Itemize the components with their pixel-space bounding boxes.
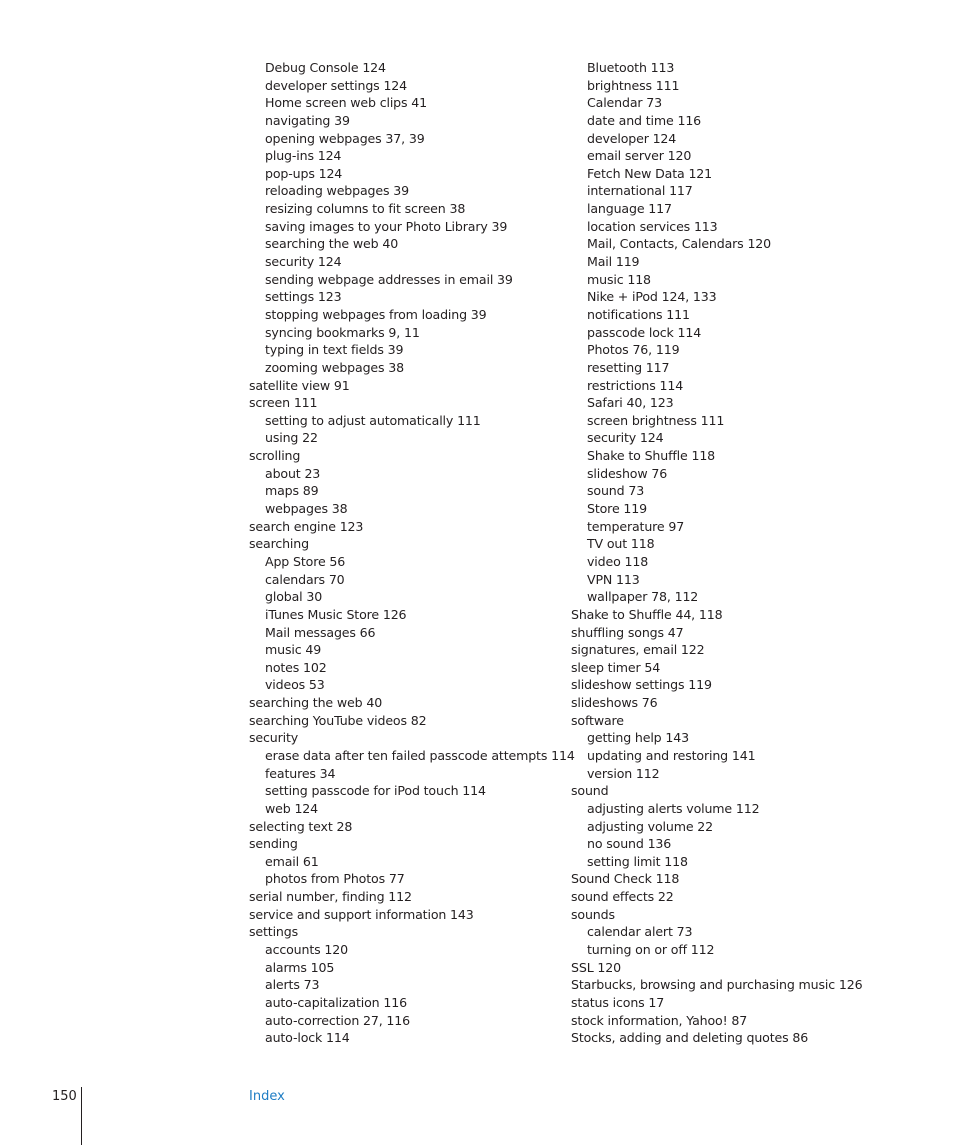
index-subentry: opening webpages 37, 39 xyxy=(265,130,425,146)
index-entry: scrolling xyxy=(249,448,301,464)
index-subentry: auto-correction 27, 116 xyxy=(265,1012,411,1028)
index-subentry: temperature 97 xyxy=(587,518,685,534)
index-entry: Starbucks, browsing and purchasing music 126 xyxy=(571,977,863,993)
index-subentry: music 49 xyxy=(265,642,322,658)
index-subentry: pop-ups 124 xyxy=(265,165,343,181)
index-subentry: location services 113 xyxy=(587,218,718,234)
section-label: Index xyxy=(249,1089,285,1104)
index-entry: Sound Check 118 xyxy=(571,871,680,887)
index-entry: stock information, Yahoo! 87 xyxy=(571,1012,748,1028)
index-subentry: photos from Photos 77 xyxy=(265,871,405,887)
index-subentry: calendar alert 73 xyxy=(587,924,693,940)
index-subentry: erase data after ten failed passcode attempts 114 xyxy=(265,747,575,763)
index-subentry: using 22 xyxy=(265,430,318,446)
index-subentry: auto-lock 114 xyxy=(265,1030,350,1046)
index-subentry: version 112 xyxy=(587,765,660,781)
index-subentry: alerts 73 xyxy=(265,977,320,993)
index-entry: settings xyxy=(249,924,299,940)
index-subentry: VPN 113 xyxy=(587,571,640,587)
index-entry: serial number, finding 112 xyxy=(249,889,412,905)
index-subentry: TV out 118 xyxy=(587,536,655,552)
index-subentry: auto-capitalization 116 xyxy=(265,994,407,1010)
index-subentry: features 34 xyxy=(265,765,336,781)
index-subentry: passcode lock 114 xyxy=(587,324,702,340)
index-entry: sending xyxy=(249,836,298,852)
index-entry: slideshow settings 119 xyxy=(571,677,712,693)
index-subentry: brightness 111 xyxy=(587,77,680,93)
index-entry: Shake to Shuffle 44, 118 xyxy=(571,606,723,622)
index-entry: searching the web 40 xyxy=(249,695,383,711)
index-subentry: adjusting volume 22 xyxy=(587,818,714,834)
index-subentry: screen brightness 111 xyxy=(587,412,725,428)
index-subentry: Safari 40, 123 xyxy=(587,395,674,411)
index-subentry: email 61 xyxy=(265,853,319,869)
index-subentry: typing in text fields 39 xyxy=(265,342,404,358)
index-subentry: Calendar 73 xyxy=(587,95,663,111)
index-subentry: notes 102 xyxy=(265,659,327,675)
index-subentry: about 23 xyxy=(265,465,321,481)
index-subentry: plug-ins 124 xyxy=(265,148,342,164)
index-subentry: alarms 105 xyxy=(265,959,335,975)
index-subentry: language 117 xyxy=(587,201,672,217)
index-subentry: saving images to your Photo Library 39 xyxy=(265,218,508,234)
index-subentry: settings 123 xyxy=(265,289,342,305)
index-subentry: App Store 56 xyxy=(265,553,346,569)
index-subentry: global 30 xyxy=(265,589,323,605)
index-entry: security xyxy=(249,730,299,746)
index-subentry: Home screen web clips 41 xyxy=(265,95,428,111)
index-column-right xyxy=(571,59,862,1047)
index-subentry: security 124 xyxy=(265,254,342,270)
index-subentry: getting help 143 xyxy=(587,730,689,746)
index-subentry: developer 124 xyxy=(587,130,677,146)
index-subentry: date and time 116 xyxy=(587,112,702,128)
index-subentry: developer settings 124 xyxy=(265,77,408,93)
index-entry: screen 111 xyxy=(249,395,318,411)
index-subentry: slideshow 76 xyxy=(587,465,668,481)
index-subentry: resizing columns to fit screen 38 xyxy=(265,201,466,217)
index-subentry: Debug Console 124 xyxy=(265,60,386,75)
index-entry: satellite view 91 xyxy=(249,377,350,393)
index-subentry: wallpaper 78, 112 xyxy=(587,589,699,605)
index-subentry: web 124 xyxy=(265,800,319,816)
index-subentry: music 118 xyxy=(587,271,651,287)
footer-divider xyxy=(81,1087,82,1145)
index-subentry: international 117 xyxy=(587,183,693,199)
index-subentry: sound 73 xyxy=(587,483,645,499)
index-subentry: setting limit 118 xyxy=(587,853,688,869)
index-column-left xyxy=(249,59,575,1047)
index-entry: sound xyxy=(571,783,609,799)
index-subentry: reloading webpages 39 xyxy=(265,183,409,199)
index-entry: SSL 120 xyxy=(571,959,621,975)
index-entry: signatures, email 122 xyxy=(571,642,705,658)
index-subentry: searching the web 40 xyxy=(265,236,399,252)
index-subentry: Fetch New Data 121 xyxy=(587,165,713,181)
index-entry: searching YouTube videos 82 xyxy=(249,712,427,728)
index-subentry: calendars 70 xyxy=(265,571,345,587)
index-subentry: Mail, Contacts, Calendars 120 xyxy=(587,236,772,252)
index-subentry: Mail messages 66 xyxy=(265,624,376,640)
index-subentry: email server 120 xyxy=(587,148,692,164)
index-entry: software xyxy=(571,712,624,728)
index-subentry: iTunes Music Store 126 xyxy=(265,606,407,622)
index-entry: status icons 17 xyxy=(571,994,665,1010)
index-subentry: navigating 39 xyxy=(265,112,350,128)
index-subentry: security 124 xyxy=(587,430,664,446)
index-subentry: setting passcode for iPod touch 114 xyxy=(265,783,486,799)
index-entry: searching xyxy=(249,536,309,552)
index-entry: sleep timer 54 xyxy=(571,659,661,675)
index-entry: shuffling songs 47 xyxy=(571,624,684,640)
index-subentry: Nike + iPod 124, 133 xyxy=(587,289,717,305)
index-subentry: stopping webpages from loading 39 xyxy=(265,306,487,322)
index-subentry: resetting 117 xyxy=(587,359,670,375)
index-entry: service and support information 143 xyxy=(249,906,474,922)
index-entry: selecting text 28 xyxy=(249,818,353,834)
index-subentry: accounts 120 xyxy=(265,942,348,958)
index-subentry: sending webpage addresses in email 39 xyxy=(265,271,513,287)
index-subentry: adjusting alerts volume 112 xyxy=(587,800,760,816)
index-entry: Stocks, adding and deleting quotes 86 xyxy=(571,1030,809,1046)
index-subentry: video 118 xyxy=(587,553,649,569)
index-subentry: syncing bookmarks 9, 11 xyxy=(265,324,420,340)
index-subentry: turning on or off 112 xyxy=(587,942,715,958)
index-subentry: notifications 111 xyxy=(587,306,690,322)
index-entry: sound effects 22 xyxy=(571,889,674,905)
index-subentry: zooming webpages 38 xyxy=(265,359,405,375)
index-entry: slideshows 76 xyxy=(571,695,658,711)
index-subentry: videos 53 xyxy=(265,677,325,693)
index-subentry: maps 89 xyxy=(265,483,319,499)
page-number: 150 xyxy=(52,1089,77,1104)
index-entry: search engine 123 xyxy=(249,518,364,534)
index-subentry: updating and restoring 141 xyxy=(587,747,756,763)
index-subentry: Store 119 xyxy=(587,501,647,517)
index-subentry: Bluetooth 113 xyxy=(587,60,675,75)
index-entry: sounds xyxy=(571,906,615,922)
index-subentry: webpages 38 xyxy=(265,501,348,517)
index-subentry: Mail 119 xyxy=(587,254,640,270)
index-subentry: Shake to Shuffle 118 xyxy=(587,448,716,464)
index-subentry: no sound 136 xyxy=(587,836,672,852)
index-subentry: setting to adjust automatically 111 xyxy=(265,412,481,428)
index-subentry: restrictions 114 xyxy=(587,377,684,393)
index-subentry: Photos 76, 119 xyxy=(587,342,680,358)
